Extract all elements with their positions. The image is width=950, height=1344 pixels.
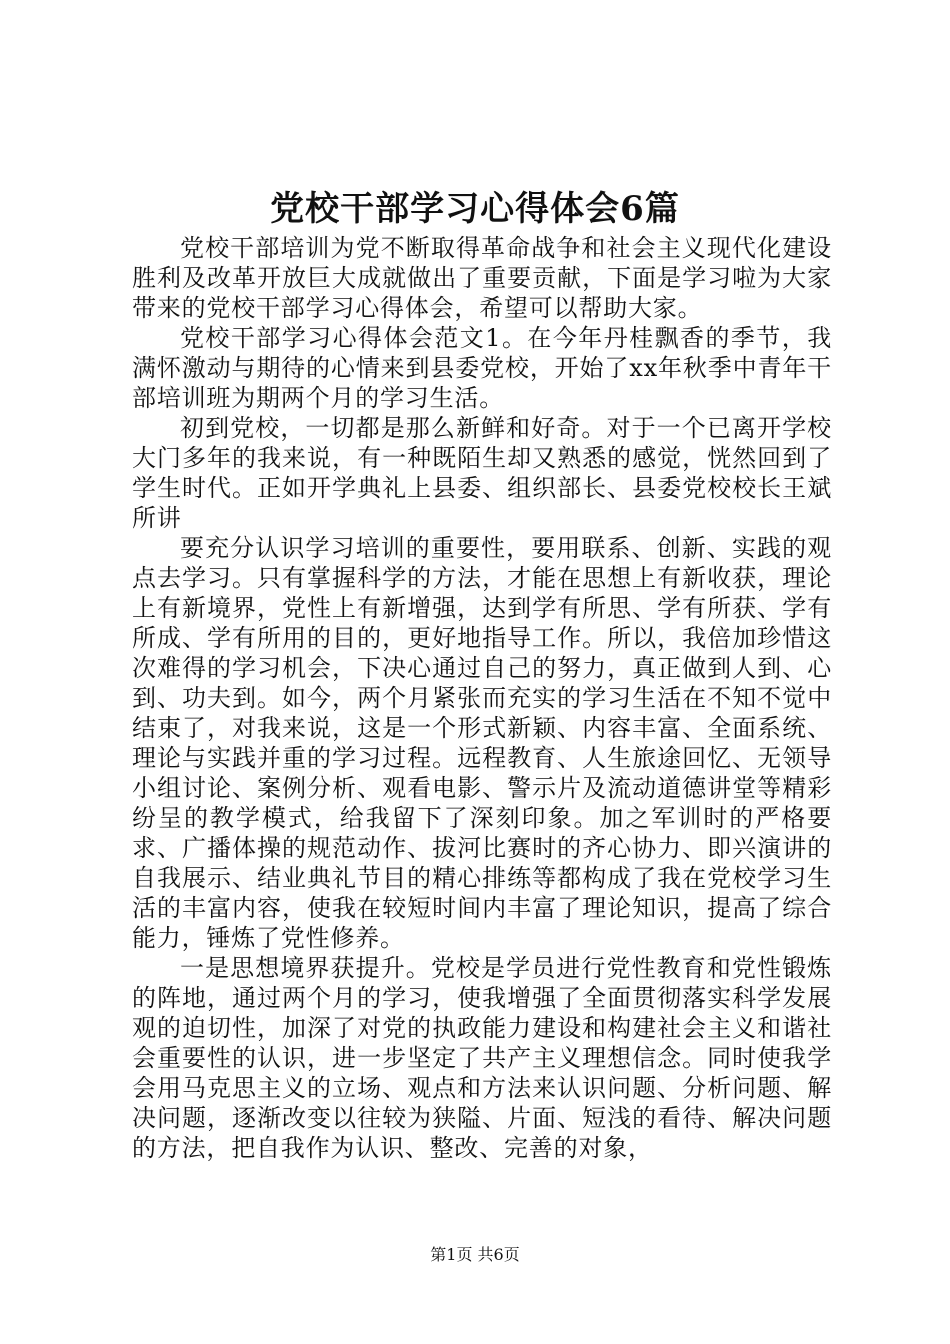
paragraph: 党校干部培训为党不断取得革命战争和社会主义现代化建设胜利及改革开放巨大成就做出了重要贡献，下面是学习啦为大家带来的党校干部学习心得体会，希望可以帮助大家。 xyxy=(132,234,832,322)
paragraph: 党校干部学习心得体会范文1。在今年丹桂飘香的季节，我满怀激动与期待的心情来到县委党校，开始了xx年秋季中青年干部培训班为期两个月的学习生活。 xyxy=(132,324,832,412)
paragraph: 初到党校，一切都是那么新鲜和好奇。对于一个已离开学校大门多年的我来说，有一种既陌生却又熟悉的感觉，恍然回到了学生时代。正如开学典礼上县委、组织部长、县委党校校长王斌所讲 xyxy=(132,414,832,532)
paragraph: 要充分认识学习培训的重要性，要用联系、创新、实践的观点去学习。只有掌握科学的方法，才能在思想上有新收获，理论上有新境界，党性上有新增强，达到学有所思、学有所获、学有所成、学有所用的目的，更好地指导工作。所以，我倍加珍惜这次难得的学习机会，下决心通过自己的努力，真正做到人到、心到、功夫到。如今，两个月紧张而充实的学习生活在不知不觉中结束了，对我来说，这是一个形式新颖、内容丰富、全面系统、理论与实践并重的学习过程。远程教育、人生旅途回忆、无领导小组讨论、案例分析、观看电影、警示片及流动道德讲堂等精彩纷呈的教学模式，给我留下了深刻印象。加之军训时的严格要求、广播体操的规范动作、拔河比赛时的齐心协力、即兴演讲的自我展示、结业典礼节目的精心排练等都构成了我在党校学习生活的丰富内容，使我在较短时间内丰富了理论知识，提高了综合能力，锤炼了党性修养。 xyxy=(132,534,832,952)
paragraph: 一是思想境界获提升。党校是学员进行党性教育和党性锻炼的阵地，通过两个月的学习，使我增强了全面贯彻落实科学发展观的迫切性，加深了对党的执政能力建设和构建社会主义和谐社会重要性的认识，进一步坚定了共产主义理想信念。同时使我学会用马克思主义的立场、观点和方法来认识问题、分析问题、解决问题，逐渐改变以往较为狭隘、片面、短浅的看待、解决问题的方法，把自我作为认识、整改、完善的对象， xyxy=(132,954,832,1162)
page-footer: 第1页 共6页 xyxy=(430,1245,520,1264)
document-title: 党校干部学习心得体会6篇 xyxy=(270,189,680,229)
document-body xyxy=(132,233,832,1163)
